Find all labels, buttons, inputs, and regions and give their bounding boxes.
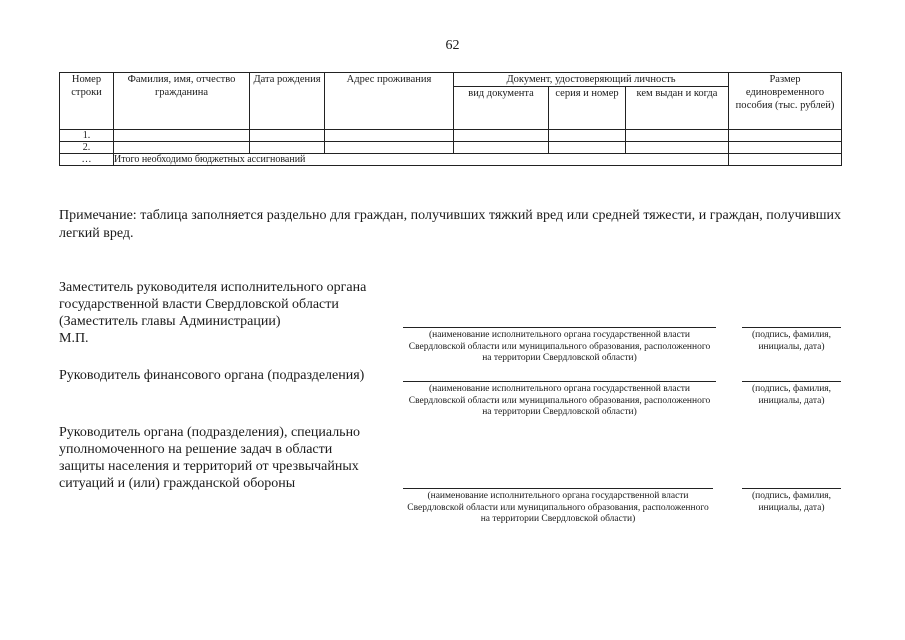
header-address: Адрес проживания <box>325 73 454 130</box>
signatory-title-line: (Заместитель главы Администрации) <box>59 314 281 329</box>
stamp-place-label: М.П. <box>59 331 89 346</box>
org-name-caption: (наименование исполнительного органа государственной власти Свердловской области или муниципального образования, расположенного на территории Свердловской области) <box>408 384 711 417</box>
signature-caption: (подпись, фамилия, инициалы, дата) <box>751 491 832 513</box>
header-identity-document: Документ, удостоверяющий личность <box>454 73 729 87</box>
cell <box>729 142 842 154</box>
signatory-title <box>59 367 399 384</box>
cell <box>250 130 325 142</box>
cell <box>250 142 325 154</box>
signatory-title <box>59 279 399 347</box>
cell <box>549 142 626 154</box>
signature-line <box>742 381 841 382</box>
signature-line <box>742 327 841 328</box>
citizens-allowance-table <box>59 72 842 166</box>
total-row-marker: … <box>60 154 114 166</box>
org-name-line <box>403 327 716 328</box>
table-note: Примечание: таблица заполняется раздельно для граждан, получивших тяжкий вред или средней тяжести, и граждан, получивших легкий вред. <box>59 208 841 241</box>
signature-caption: (подпись, фамилия, инициалы, дата) <box>751 384 832 406</box>
signatory-title-line: защиты населения и территорий от чрезвычайных <box>59 459 359 474</box>
signatory-title-line: ситуаций и (или) гражданской обороны <box>59 476 296 491</box>
signatory-title <box>59 424 399 492</box>
header-full-name: Фамилия, имя, отчество гражданина <box>114 73 250 130</box>
row-number-cell: 1. <box>60 130 114 142</box>
header-row-number: Номер строки <box>60 73 114 130</box>
header-doc-type: вид документа <box>454 87 549 130</box>
row-number-cell: 2. <box>60 142 114 154</box>
signatory-title-line: уполномоченного на решение задач в области <box>59 442 333 457</box>
cell <box>729 130 842 142</box>
cell <box>626 130 729 142</box>
cell <box>454 142 549 154</box>
table-row <box>60 130 842 142</box>
signatory-title-line: государственной власти Свердловской области <box>59 297 339 312</box>
org-name-caption: (наименование исполнительного органа государственной власти Свердловской области или муниципального образования, расположенного на территории Свердловской области) <box>408 330 711 363</box>
cell <box>114 130 250 142</box>
cell <box>626 142 729 154</box>
table-row <box>60 142 842 154</box>
org-name-line <box>403 381 716 382</box>
header-birth-date: Дата рождения <box>250 73 325 130</box>
org-name-caption: (наименование исполнительного органа государственной власти Свердловской области или муниципального образования, расположенного на территории Свердловской области) <box>407 491 709 524</box>
org-name-line <box>403 488 713 489</box>
cell <box>325 130 454 142</box>
signatory-title-line: Заместитель руководителя исполнительного органа <box>59 280 367 295</box>
total-row-value <box>729 154 842 166</box>
signature-line <box>742 488 841 489</box>
header-allowance: Размер единовременного пособия (тыс. рублей) <box>729 73 842 130</box>
page-number: 62 <box>445 38 460 53</box>
header-series-number: серия и номер <box>549 87 626 130</box>
signatory-title-line: Руководитель органа (подразделения), специально <box>59 425 361 440</box>
header-issued-by: кем выдан и когда <box>626 87 729 130</box>
signature-caption: (подпись, фамилия, инициалы, дата) <box>751 330 832 352</box>
cell <box>325 142 454 154</box>
total-row-label: Итого необходимо бюджетных ассигнований <box>114 154 729 166</box>
signatory-title-line: Руководитель финансового органа (подразделения) <box>59 368 365 383</box>
table-header-row <box>60 73 842 87</box>
cell <box>114 142 250 154</box>
cell <box>454 130 549 142</box>
cell <box>549 130 626 142</box>
table-total-row <box>60 154 842 166</box>
